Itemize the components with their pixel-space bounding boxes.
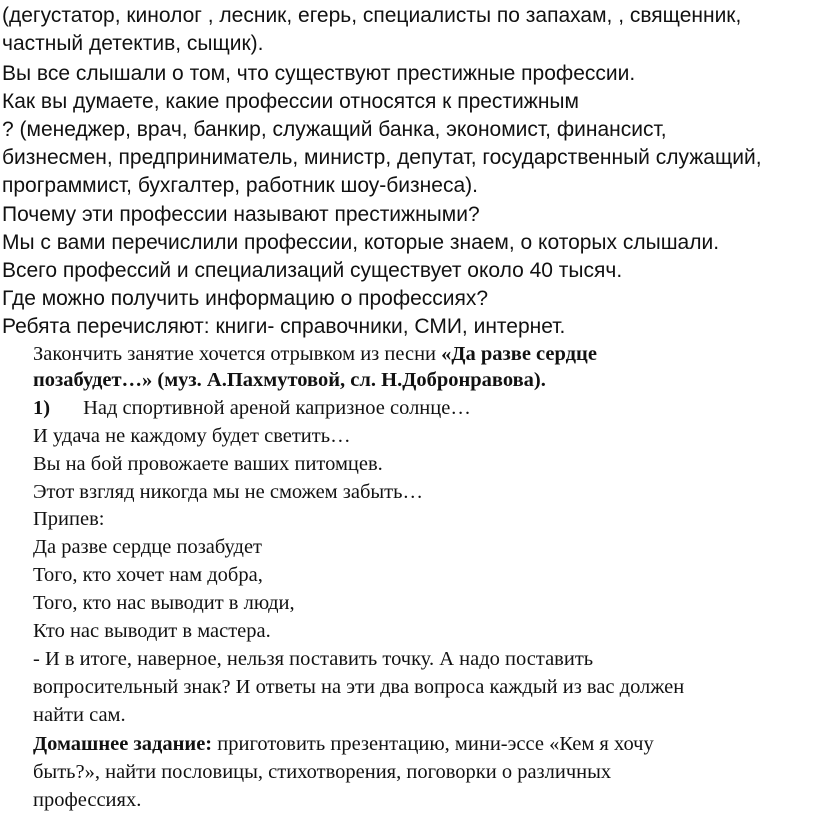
text-line: Где можно получить информацию о профессиях? (2, 287, 489, 310)
chorus-line: Того, кто нас выводит в люди, (33, 592, 295, 614)
text-line: Ребята перечисляют: книги- справочники, СМИ, интернет. (2, 315, 566, 338)
homework-line: профессиях. (33, 789, 142, 811)
text-line: Всего профессий и специализаций существует около 40 тысяч. (2, 259, 623, 282)
intro-text: Закончить занятие хочется отрывком из песни (33, 343, 442, 365)
text-line: (дегустатор, кинолог , лесник, егерь, специалисты по запахам, , священник, (2, 4, 742, 27)
verse-number: 1) (33, 397, 51, 419)
text-line: Почему эти профессии называют престижными? (2, 203, 480, 226)
conclusion-line: найти сам. (33, 704, 126, 726)
text-line: Вы все слышали о том, что существуют престижные профессии. (2, 62, 636, 85)
verse-line: И удача не каждому будет светить… (33, 425, 351, 447)
verse-line: Этот взгляд никогда мы не сможем забыть… (33, 481, 423, 503)
song-title-continued: позабудет…» (муз. А.Пахмутовой, сл. Н.Добронравова). (33, 369, 546, 391)
chorus-line: Кто нас выводит в мастера. (33, 620, 271, 642)
verse-line: Над спортивной ареной капризное солнце… (83, 397, 471, 419)
homework-line (33, 731, 654, 758)
verse-first-line (33, 395, 471, 422)
chorus-line: Того, кто хочет нам добра, (33, 564, 263, 586)
text-line: Как вы думаете, какие профессии относятся к престижным (2, 90, 579, 113)
chorus-label: Припев: (33, 508, 105, 530)
song-intro-line (33, 341, 597, 368)
conclusion-line: вопросительный знак? И ответы на эти два вопроса каждый из вас должен (33, 676, 685, 698)
song-title: «Да разве сердце (441, 343, 597, 365)
chorus-line: Да разве сердце позабудет (33, 536, 263, 558)
text-line: бизнесмен, предприниматель, министр, депутат, государственный служащий, (2, 146, 762, 169)
text-line: частный детектив, сыщик). (2, 32, 264, 55)
conclusion-line: - И в итоге, наверное, нельзя поставить точку. А надо поставить (33, 648, 594, 670)
text-line: Мы с вами перечислили профессии, которые знаем, о которых слышали. (2, 231, 720, 254)
text-line: программист, бухгалтер, работник шоу-бизнеса). (2, 174, 478, 197)
verse-line: Вы на бой провожаете ваших питомцев. (33, 453, 383, 475)
text-line: ? (менеджер, врач, банкир, служащий банка, экономист, финансист, (2, 118, 667, 141)
homework-text: приготовить презентацию, мини-эссе «Кем я хочу (212, 733, 654, 755)
homework-label: Домашнее задание: (33, 733, 213, 755)
homework-line: быть?», найти пословицы, стихотворения, поговорки о различных (33, 761, 612, 783)
